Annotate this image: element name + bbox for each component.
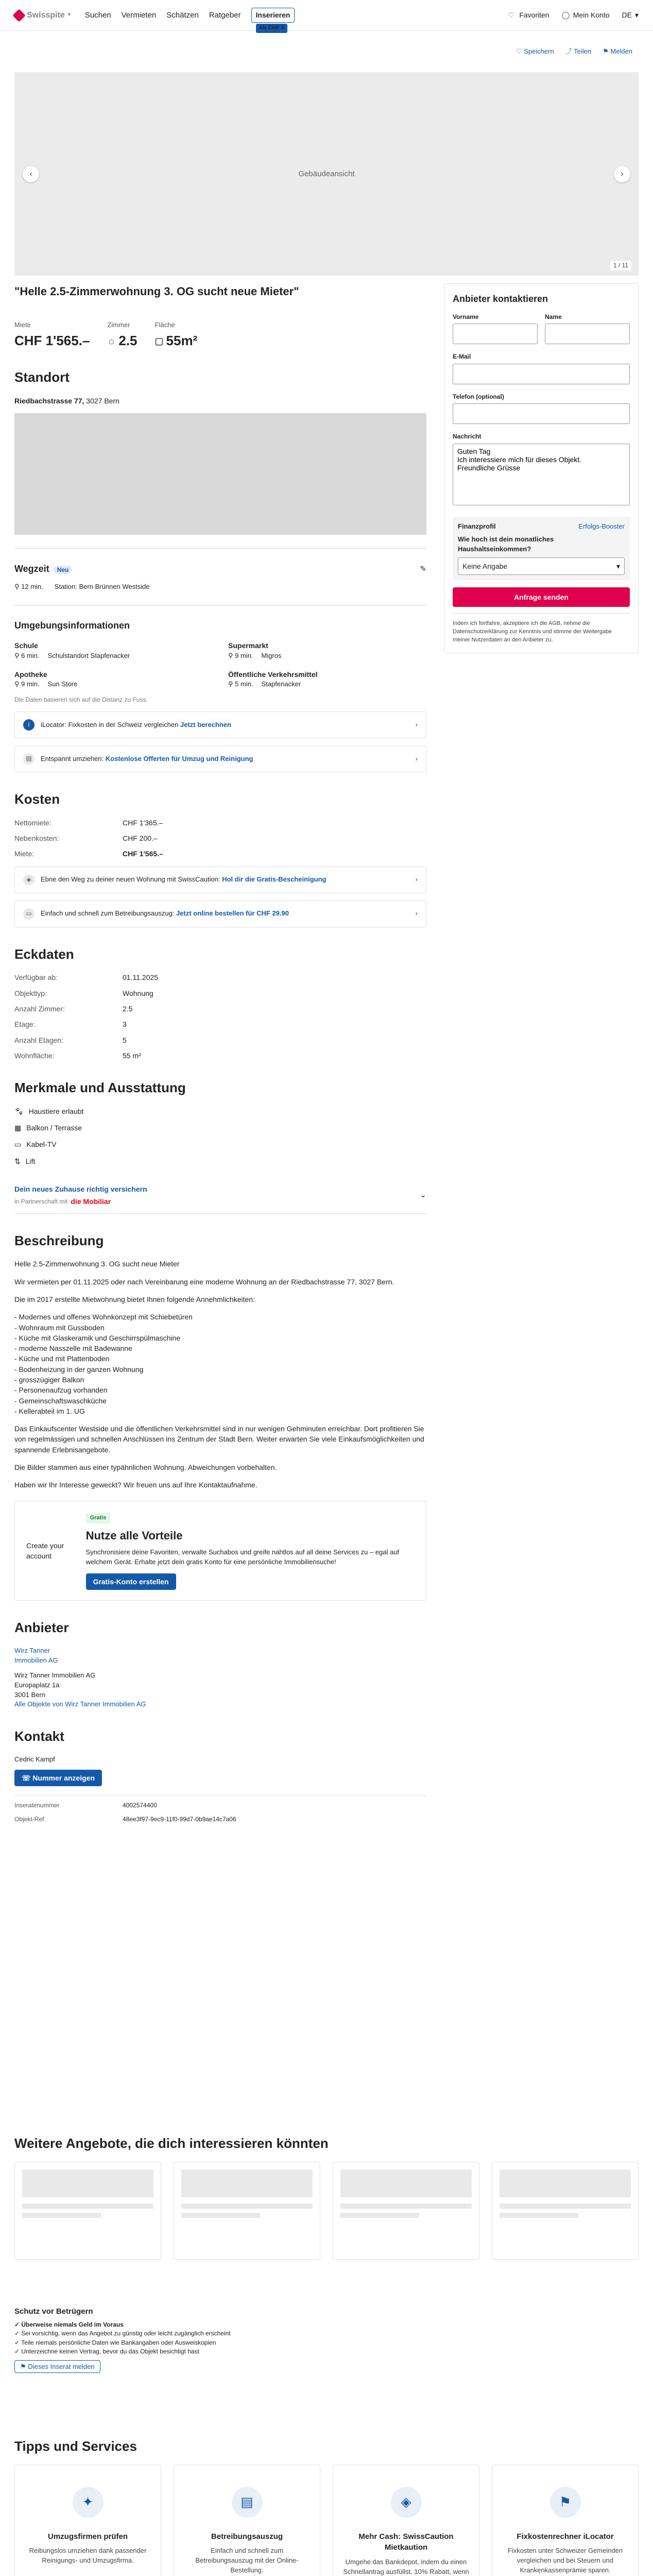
chevron-down-icon: ▾ [67,12,71,18]
listing-actions [0,31,653,72]
listing-title: "Helle 2.5-Zimmerwohnung 3. OG sucht neue Mieter" [14,285,299,298]
favorites-link[interactable]: ♡ Favoriten [508,10,549,20]
walk-icon: ⚲ [14,582,20,590]
area-icon: ▢ [154,335,164,346]
safety-box: Schutz vor Betrügern ✓ Überweise niemals Geld im Voraus ✓ Sei vorsichtig, wenn das Angebot zu günstig oder leicht zugänglich erscheint ✓ Teile niemals persönliche Daten wie Bankangaben oder Ausweiskopien ✓ Unterzeichne keinen Vertrag, bevor du das Objekt besichtigt hast ⚑ Dieses Inserat melden [14,2306,639,2372]
chevron-right-icon: › [415,754,418,762]
more-offers-heading: Weitere Angebote, die dich interessieren könnten [14,2136,329,2151]
nav-search[interactable]: Suchen [84,10,111,20]
location-map[interactable] [14,413,426,535]
image-gallery[interactable] [14,72,639,276]
mobiliar-logo: die Mobiliar [71,1197,111,1206]
heart-icon: ♡ [508,11,514,20]
nav-estimate[interactable]: Schätzen [166,10,199,20]
logo-icon [12,9,25,22]
chevron-down-icon: ▾ [634,11,639,20]
insurance-banner[interactable]: Dein neues Zuhause richtig versichern in Partnerschaft mit die Mobiliar ⌄ [14,1184,426,1214]
surroundings-source: Die Daten basieren sich auf die Distanz zu Fuss. [14,696,148,703]
location-heading: Standort [14,369,70,385]
site-header [0,0,653,31]
details-table: Verfügbar ab: 01.11.2025 Objekttyp: Wohnung Anzahl Zimmer: 2.5 Etage: 3 Anzahl Etagen: 5 Wohnfläche: 55 m² [14,973,159,1060]
report-button[interactable]: ⚑ Melden [603,47,632,55]
provider-heading: Anbieter [14,1620,69,1636]
logo[interactable]: Swisspite ▾ [14,9,71,21]
chevron-down-icon: ⌄ [420,1191,426,1200]
rooms-value: 2.5 [118,332,138,348]
area-value: 55m² [166,332,198,348]
language-switch[interactable]: DE ▾ [622,10,639,20]
chevron-right-icon: › [415,909,418,918]
moving-tile[interactable]: ▤ Entspannt umziehen: Kostenlose Offerten für Umzug und Reinigung › [14,745,426,772]
features-list: 🐾︎ Haustiere erlaubt ▦ Balkon / Terrasse ▭ Kabel-TV ⇅ Lift [14,1106,426,1166]
elevator-icon: ⇅ [14,1157,21,1165]
tv-icon: ▭ [14,1140,22,1149]
gallery-prev-button[interactable] [23,166,39,182]
new-badge: Neu [54,566,73,574]
gallery-counter: 1 / 11 [610,261,631,270]
reference-table: Inseratenummer 4002574400 Objekt-Ref. 48ee3f97-9ec9-11f0-99d7-0b9ae14c7a06 [14,1802,236,1823]
firstname-input[interactable] [453,324,538,344]
chevron-right-icon: › [415,875,418,884]
message-textarea[interactable] [453,444,630,505]
income-select[interactable]: Keine Angabe ▾ [458,557,625,575]
email-input[interactable] [453,364,630,384]
swisscaution-tile[interactable]: ◈ Ebne den Weg zu deiner neuen Wohnung mit SwissCaution: Hol dir die Gratis-Bescheinigung › [14,867,426,893]
user-icon: ◯ [561,11,570,20]
create-account-button[interactable]: Gratis-Konto erstellen [86,1573,176,1590]
description: Beschreibung Helle 2.5-Zimmerwohnung 3. OG sucht neue Mieter Wir vermieten per 01.11.2025 oder nach Vereinbarung eine moderne Wohnung an der Riedbachstrasse 77, 3027 Bern. Die im 2017 erstellte Mietwohnung bietet Ihnen folgende Annehmlichkeiten: - Modernes und offenes Wohnkonzept mit Schiebetüren - Wohnraum mit Gussboden - Küche mit Glaskeramik und Geschirrspülmaschine - moderne Nasszelle mit Badewanne - Küche und mit Plattenboden - Bodenheizung in der ganzen Wohnung - grosszügiger Balkon - Personenaufzug vorhanden - Gemeinschaftswaschküche - Kellerabteil im 1. UG Das Einkaufscenter Westside und die öffentlichen Verkehrsmittel sind in nur wenigen Gehminuten erreichbar. Dort profitieren Sie von regelmässigen und schnellen Anschlüssen ins Zentrum der Stadt Bern. Weiter erwarten Sie viele Einkaufsmöglichkeiten und spannende Erlebnisangebote. Die Bilder stammen aus einer typähnlichen Wohnung. Abweichungen vorbehalten. Haben wir Ihr Interesse geweckt? Wir freuen uns auf Ihre Kontaktaufnahme. [14,1231,426,1490]
ilocator-tile[interactable]: i iLocator: Fixkosten in der Schweiz vergleichen Jetzt berechnen › [14,711,426,738]
chevron-right-icon: › [621,169,624,178]
more-offers [14,2134,639,2260]
provider-info: Wirz Tanner Immobilien AG Wirz Tanner Immobilien AG Europaplatz 1a 3001 Bern Alle Objekte von Wirz Tanner Immobilien AG [14,1647,146,1708]
features-heading: Merkmale und Ausstattung [14,1080,186,1096]
costs-table: Nettomiete: CHF 1'365.– Nebenkosten: CHF 200.– Miete: CHF 1'565.– [14,818,163,858]
contact-heading: Kontakt [14,1728,64,1744]
advertise-button[interactable]: Inserieren Ab CHF 0 [251,8,295,22]
details-heading: Eckdaten [14,946,74,962]
sparkle-icon: ✦ [73,2487,104,2518]
main-nav [84,8,295,31]
share-button[interactable]: ⤴ Teilen [565,47,592,55]
costs-heading: Kosten [14,791,60,807]
legal-text: Indem ich fortfahre, akzeptiere ich die AGB, nehme die Datenschutzerklärung zur Kenntnis und stimme der Weitergabe meiner Nutzerdaten an den Anbieter zu. [453,620,612,643]
offer-card[interactable] [333,2162,479,2260]
phone-input[interactable] [453,403,630,424]
description-heading: Beschreibung [14,1232,104,1248]
document-icon: ▤ [232,2487,263,2518]
document-icon: ▭ [23,908,35,920]
lastname-input[interactable] [545,324,630,344]
offer-card[interactable] [14,2162,161,2260]
offer-card[interactable] [174,2162,320,2260]
key-facts: Miete CHF 1'565.– Zimmer ⌂ 2.5 Fläche ▢ 55m² [14,320,426,351]
surroundings-grid: Schule ⚲ 6 min. Schulstandort Stapfenacker Supermarkt ⚲ 9 min. Migros Apotheke ⚲ 9 min. Sun Store Öffentliche Verkehrsmittel ⚲ 5 min. Stapfenacker [14,641,318,688]
booster-link[interactable]: Erfolgs-Booster [578,522,625,531]
tips-services [14,2437,639,2576]
address: Riedbachstrasse 77, 3027 Bern [14,397,119,405]
edit-icon[interactable]: ✎ [420,564,426,573]
pet-icon: 🐾︎ [14,1107,24,1115]
chevron-down-icon: ▾ [616,562,620,570]
offer-card[interactable] [492,2162,639,2260]
main-column: "Helle 2.5-Zimmerwohnung 3. OG sucht neue Mieter" Miete CHF 1'565.– Zimmer ⌂ 2.5 Fläche ▢ 55m² Standort Riedbachstrasse 77, 3027 Bern Wegzeit Neu ✎ ⚲ 12 min. Station: Bern Brünnen Westside Umgebungsinformationen Schule ⚲ 6 min. Schulstandort Stapfenacker Supermarkt ⚲ 9 min. Migros Apotheke ⚲ 9 min. Sun Store Öffentliche Verkehrsmittel ⚲ 5 min. Stapfenacker Die Daten basieren sich auf die Distanz zu Fuss. i iLocator: Fixkosten in der Schweiz vergleichen Jetzt berechnen › ▤ Entspannt umziehen: Kostenlose Offerten für Umzug und Reinigung › Kosten Nettomiete: CHF 1'365.– Nebenkosten: CHF 200.– Miete: CHF 1'565.– ◈ Ebne den Weg zu deiner neuen Wohnung mit SwissCaution: Hol dir die Gratis-Bescheinigung › ▭ Einfach und schnell zum Betreibungsauszug: Jetzt online bestellen für CHF 29.90 › Eckdaten Verfügbar ab: 01.11.2025 Objekttyp: Wohnung Anzahl Zimmer: 2.5 Etage: 3 Anzahl Etagen: 5 Wohnfläche: 55 m² Merkmale und Ausstattung 🐾︎ Haustiere erlaubt ▦ Balkon / Terrasse ▭ Kabel-TV ⇅ Lift Dein neues Zuhause richtig versichern in Partnerschaft mit die Mobiliar ⌄ Beschreibung Helle 2.5-Zimmerwohnung 3. OG sucht neue Mieter Wir vermieten per 01.11.2025 oder nach Vereinbarung eine moderne Wohnung an der Riedbachstrasse 77, 3027 Bern. Die im 2017 erstellte Mietwohnung bietet Ihnen folgende Annehmlichkeiten: - Modernes und offenes Wohnkonzept mit Schiebetüren - Wohnraum mit Gussboden - Küche mit Glaskeramik und Geschirrspülmaschine - moderne Nasszelle mit Badewanne - Küche und mit Plattenboden - Bodenheizung in der ganzen Wohnung - grosszügiger Balkon - Personenaufzug vorhanden - Gemeinschaftswaschküche - Kellerabteil im 1. UG Das Einkaufscenter Westside und die öffentlichen Verkehrsmittel sind in nur wenigen Gehminuten erreichbar. Dort profitieren Sie von regelmässigen und schnellen Anschlüssen ins Zentrum der Stadt Bern. Weiter erwarten Sie viele Einkaufsmöglichkeiten und spannende Erlebnisangebote. Die Bilder stammen aus einer typähnlichen Wohnung. Abweichungen vorbehalten. Haben wir Ihr Interesse geweckt? Wir freuen uns auf Ihre Kontaktaufnahme. Create your account Gratis Nutze alle Vorteile Synchronisiere deine Favoriten, verwalte Suchabos und greife nahtlos auf all deine Services zu – egal auf welchem Gerät. Erhalte jetzt dein gratis Konto für eine persönliche Immobiliensuche! Gratis-Konto erstellen Anbieter Wirz Tanner Immobilien AG Wirz Tanner Immobilien AG Europaplatz 1a 3001 Bern Alle Objekte von Wirz Tanner Immobilien AG Kontakt Cedric Kampf ☏ Nummer anzeigen Inseratenummer 4002574400 Objekt-Ref. 48ee3f97-9ec9-11f0-99d7-0b9ae14c7a06 [14,283,426,1824]
shield-icon: ◈ [391,2487,422,2518]
contact-form-heading: Anbieter kontaktieren [453,294,548,304]
price-badge: Ab CHF 0 [256,24,288,33]
surroundings-heading: Umgebungsinformationen [14,620,130,631]
commute-title: Wegzeit [14,564,49,574]
gallery-next-button[interactable] [614,166,630,182]
financial-profile: Finanzprofil Erfolgs-Booster Wie hoch ist dein monatliches Haushaltseinkommen? Keine Angabe ▾ [453,517,630,580]
provider-all-listings-link[interactable]: Alle Objekte von Wirz Tanner Immobilien AG [14,1700,146,1708]
nav-services[interactable]: Vermieten [121,10,157,20]
flag-icon: ⚑ [550,2487,581,2518]
truck-icon: ▤ [23,753,35,765]
rent-value: CHF 1'565.– [14,332,90,348]
send-request-button[interactable]: Anfrage senden [453,587,630,607]
save-button[interactable]: ♡ Speichern [515,47,554,55]
commute-info: ⚲ 12 min. Station: Bern Brünnen Westside [14,582,150,590]
tip-card: ◈ Mehr Cash: SwissCaution Mietkaution Umgehe das Bankdepot, indem du einen Schnellantrag ausfüllst. 10% Rabatt, wenn [333,2465,479,2576]
chevron-right-icon: › [415,720,418,728]
info-icon: i [23,719,35,731]
nav-guide[interactable]: Ratgeber [209,10,241,20]
account-promo: Create your account Gratis Nutze alle Vorteile Synchronisiere deine Favoriten, verwalte Suchabos und greife nahtlos auf all deine Services zu – egal auf welchem Gerät. Erhalte jetzt dein gratis Konto für eine persönliche Immobiliensuche! Gratis-Konto erstellen [14,1501,426,1601]
show-number-button[interactable]: ☏ Nummer anzeigen [14,1770,102,1786]
chevron-left-icon: ‹ [29,169,32,178]
tip-card: ✦ Umzugsfirmen prüfen Reibungslos umziehen dank passender Reinigungs- und Umzugsfirma. [14,2465,161,2576]
tip-card: ▤ Betreibungsauszug Einfach und schnell zum Betreibungsauszug mit der Online-Bestellung. [174,2465,320,2576]
report-listing-button[interactable]: ⚑ Dieses Inserat melden [14,2360,100,2373]
free-badge: Gratis [86,1513,111,1523]
tip-card: ⚑ Fixkostenrechner iLocator Fixkosten unter Schweizer Gemeinden vergleichen und bei Steuern und Krankenkassenprämie sparen. [492,2465,639,2576]
gallery-placeholder: Gebäudeansicht [298,169,355,178]
rooms-icon: ⌂ [108,335,114,346]
tips-heading: Tipps und Services [14,2438,137,2454]
shield-icon: ◈ [23,874,35,886]
debt-extract-tile[interactable]: ▭ Einfach und schnell zum Betreibungsauszug: Jetzt online bestellen für CHF 29.90 › [14,901,426,927]
balcony-icon: ▦ [14,1124,22,1132]
account-link[interactable]: ◯ Mein Konto [562,10,610,20]
contact-form: Anbieter kontaktieren Vorname Name E-Mail Telefon (optional) Nachricht Guten Tag Ich interessiere mich für dieses Objekt. Freundliche Grüsse Finanzprofil Erfolgs-Booster Wie hoch ist dein monatliches Haushaltseinkommen? Keine Angabe ▾ Anfrage senden Indem ich fortfahre, akzeptiere ich die AGB, nehme die Datenschutzerklärung zur Kenntnis und stimme der Weitergabe meiner Nutzerdaten an den Anbieter zu. [444,283,639,653]
provider-name-link[interactable]: Wirz Tanner [14,1647,50,1655]
